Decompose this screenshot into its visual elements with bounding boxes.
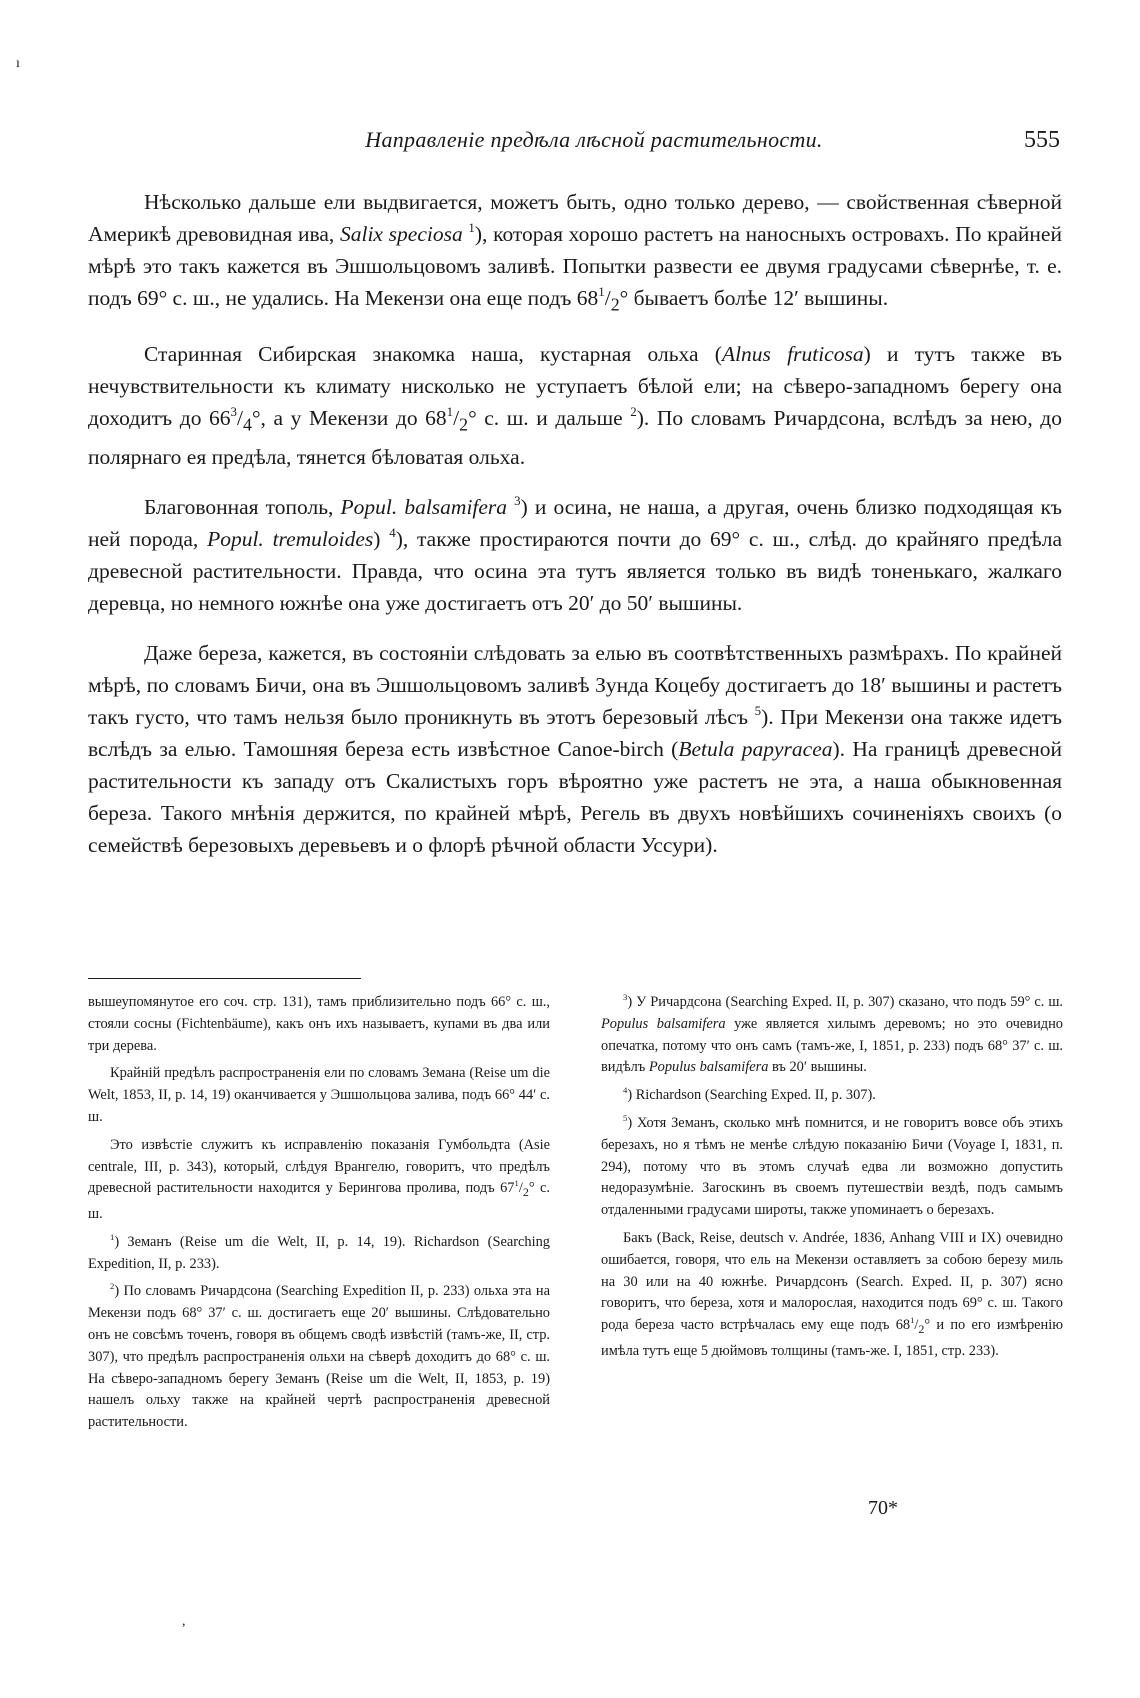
latin-name: Betula papyracea [678, 736, 833, 761]
footnote-separator [88, 978, 361, 979]
paragraph-salix: Нѣсколько дальше ели выдвигается, можетъ быть, одно только дерево, — свойственная сѣверной Америкѣ древовидная ива, Salix speciosa $^1$), которая хорошо растетъ на наносныхъ островахъ. По крайней мѣрѣ это такъ кажется въ Эшшольцовомъ заливѣ. Попытки развести ее двумя градусами сѣвернѣе, т. е. подъ 69° с. ш., не удались. На Мекензи она еще подъ $68^1/_2^\circ$ бываетъ болѣе 12′ вышины. [88, 190, 1062, 315]
latin-name: Salix speciosa [339, 222, 463, 246]
paragraph-betula: Даже береза, кажется, въ состояніи слѣдовать за елью въ соотвѣтственныхъ размѣрахъ. По крайней мѣрѣ, по словамъ Бичи, она въ Эшшольцовомъ заливѣ Зунда Коцебу достигаетъ до 18′ вышины и растетъ такъ густо, что тамъ нельзя было проникнуть въ этотъ березовый лѣсъ $^5$). При Мекензи она также идетъ вслѣдъ за елью. Тамошняя береза есть извѣстное Canoe-birch (Betula papyracea). На границѣ древесной растительности къ западу отъ Скалистыхъ горъ вѣроятно уже растетъ не эта, а наша обыкновенная береза. Такого мнѣнія держится, по крайней мѣрѣ, Регель въ двухъ новѣйшихъ сочиненіяхъ своихъ (о семействѣ березовыхъ деревьевъ и о флорѣ рѣчной области Уссури). [88, 640, 1062, 857]
page-number: 555 [1024, 127, 1060, 153]
footnote-continuation: вышеупомянутое его соч. стр. 131), тамъ приблизительно подъ 66° с. ш., стояли сосны (Fichtenbäume), какъ онъ ихъ называетъ, купами въ два или три дерева. [88, 994, 550, 1054]
footnote-ref: 4 [389, 525, 396, 540]
footnote-1: $^1$) Земанъ (Reise um die Welt, II, p. 14, 19). Richardson (Searching Expedition, II, p. 233). [88, 1231, 550, 1272]
main-text [88, 186, 1062, 879]
footnote-spruce-limit: Крайній предѣлъ распространенія ели по словамъ Земана (Reise um die Welt, 1853, II, p. 14, 19) оканчивается у Эшшольцова залива, подъ 66° 44′ с. ш. [88, 1065, 550, 1125]
footnote-humboldt: Это извѣстіе служитъ къ исправленію показанія Гумбольдта (Asie centrale, III, p. 343), который, слѣдуя Врангелю, говоритъ, что предѣлъ древесной растительности находится у Берингова пролива, подъ $67^1/_2^\circ$ с. ш. [88, 1136, 550, 1223]
paragraph-populus: Благовонная тополь, Popul. balsamifera $^3$) и осина, не наша, а другая, очень близко подходящая къ ней порода, Popul. tremuloides) $^4$), также простираются почти до 69° с. ш., слѣд. до крайняго предѣла древесной растительности. Правда, что осина эта тутъ является только въ видѣ тоненькаго, жалкаго деревца, но немного южнѣе она уже достигаетъ отъ 20′ до 50′ вышины. [88, 493, 1063, 615]
footnote-ref: 2 [630, 405, 637, 420]
footnotes-left-column [88, 992, 550, 1440]
footnote-ref: 3 [514, 493, 521, 508]
footnotes-right-column [601, 992, 1063, 1369]
page-title: Направленіе предѣла лѣсной растительности. [365, 127, 823, 152]
footnote-2: $^2$) По словамъ Ричардсона (Searching Expedition II, p. 233) ольха эта на Мекензи подъ 68° 37′ с. ш. достигаетъ еще 20′ вышины. Слѣдовательно онъ не совсѣмъ точенъ, говоря въ общемъ сводѣ извѣстій (тамъ-же, II, стр. 307), что предѣлъ распространенія ольхи на сѣверѣ доходитъ до 68° с. ш. На сѣверо-западномъ берегу Земанъ (Reise um die Welt, II, 1853, p. 19) нашелъ ольху также на крайней чертѣ распространенія древесной растительности. [88, 1281, 550, 1431]
stray-mark: , [182, 1614, 186, 1629]
footnote-3: $^3$) У Ричардсона (Searching Exped. II, p. 307) сказано, что подъ 59° с. ш. Populus balsamifera уже является хилымъ деревомъ; но это очевидно опечатка, потому что онъ самъ (тамъ-же, I, 1851, p. 233) подъ 68° 37′ с. ш. видѣлъ Populus balsamifera въ 20′ вышины. [601, 991, 1063, 1076]
paragraph-alnus: Старинная Сибирская знакомка наша, кустарная ольха (Alnus fruticosa) и тутъ также въ нечувствительности къ климату нисколько не уступаетъ бѣлой ели; на сѣверо-западномъ берегу она доходитъ до $66^3/_4^\circ$, а у Мекензи до $68^1/_2^\circ$ с. ш. и дальше $^2$). По словамъ Ричардсона, вслѣдъ за нею, до полярнаго ея предѣла, тянется бѣловатая ольха. [88, 342, 1062, 469]
footnote-4: $^4$) Richardson (Searching Exped. II, p. 307). [623, 1085, 876, 1104]
footnote-5: $^5$) Хотя Земанъ, сколько мнѣ помнится, и не говоритъ вовсе объ этихъ березахъ, но я тѣмъ не менѣе слѣдую показанію Бичи (Voyage I, 1831, п. 294), потому что въ этомъ случаѣ едва ли возможно допустить недоразумѣніе. Загоскинъ въ своемъ путешествіи вездѣ, подъ самымъ отдаленными градусами широты, также упоминаетъ о березахъ. [601, 1112, 1063, 1219]
latin-name: Popul. balsamifera [340, 494, 508, 519]
footnote-ref: 1 [468, 220, 475, 235]
latin-name: Popul. tremuloides [207, 526, 374, 551]
latin-name: Alnus fruticosa [721, 342, 864, 367]
footnote-back: Бакъ (Back, Reise, deutsch v. Andrée, 1836, Anhang VIII и IX) очевидно ошибается, говоря, что ель на Мекензи оставляетъ за собою березу миль на 30 или на 40 южнѣе. Ричардсонъ (Search. Exped. II, p. 307) ясно говоритъ, что береза, хотя и малорослая, находится подъ 69° с. ш. Такого рода береза часто встрѣчалась ему еще подъ $68^1/_2^\circ$ и по его измѣренію имѣла тутъ еще 5 дюймовъ толщины (тамъ-же. I, 1851, стр. 233). [601, 1229, 1064, 1359]
running-header [88, 127, 1060, 167]
footnote-ref: 5 [754, 703, 762, 718]
signature-mark: 70* [868, 1497, 898, 1519]
stray-mark: ı [16, 56, 20, 71]
